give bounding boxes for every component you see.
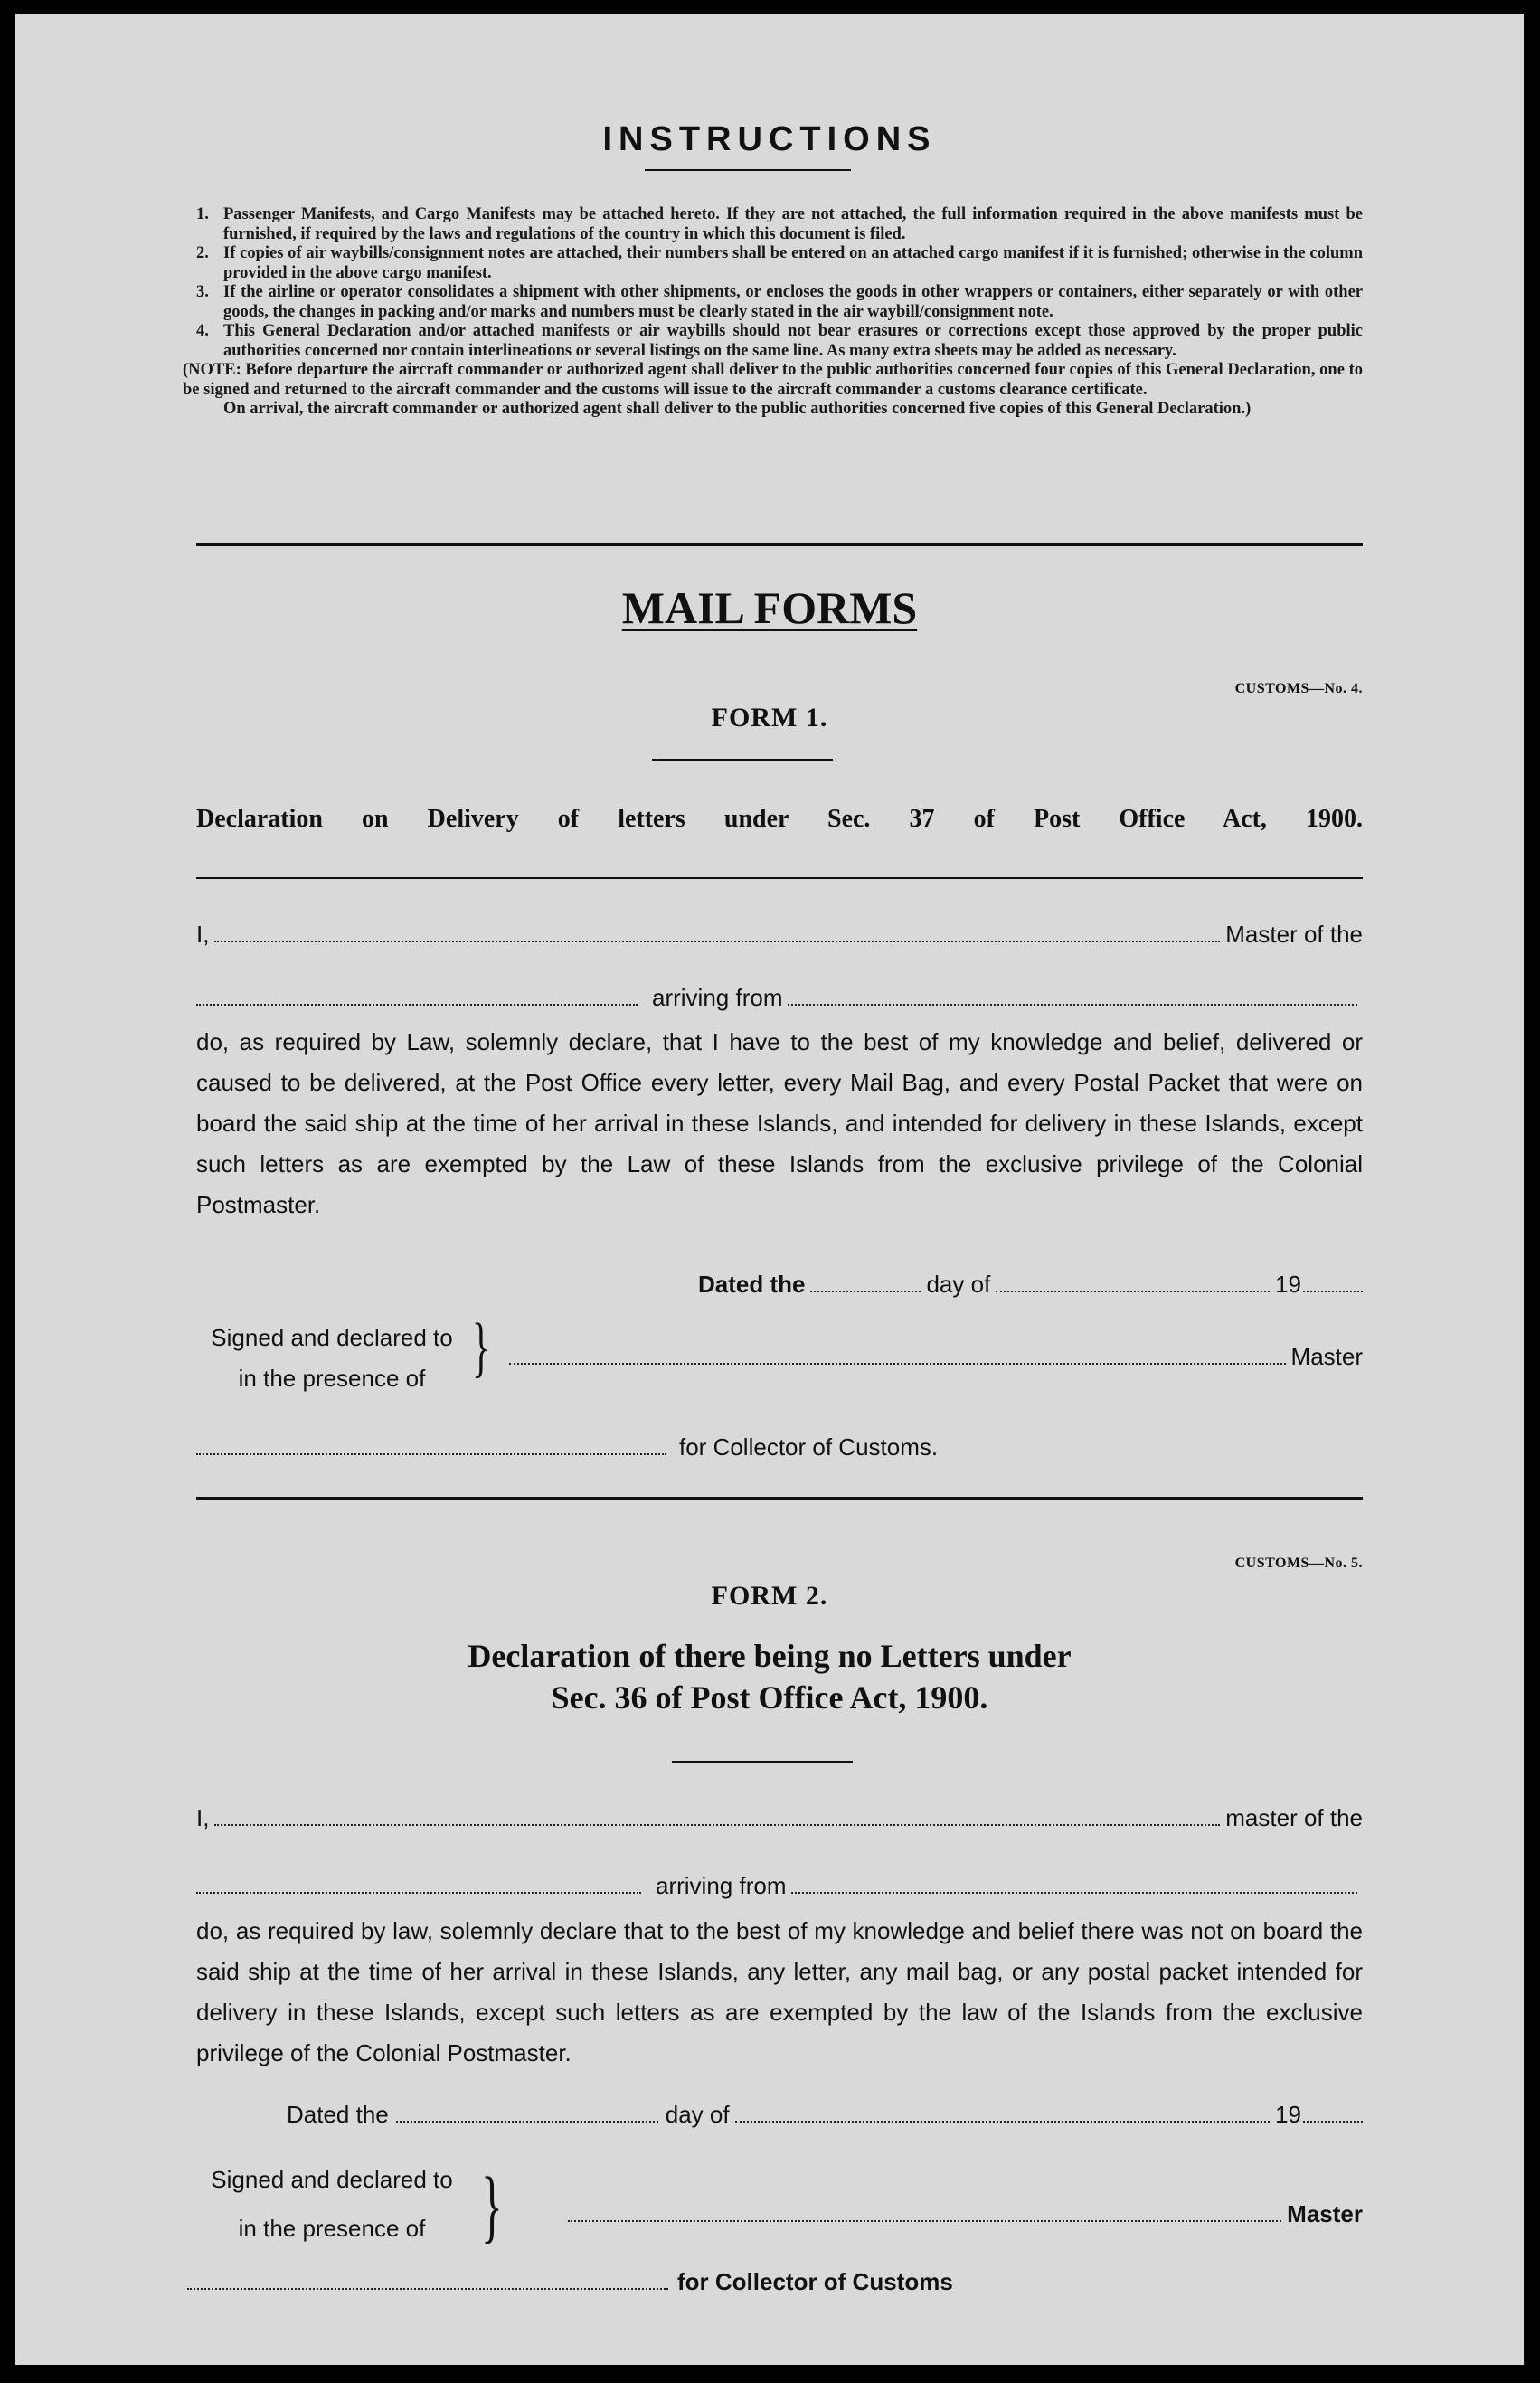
form2-year: 19: [1275, 2101, 1301, 2128]
form2-title: FORM 2.: [711, 1581, 828, 1611]
form1-year-field[interactable]: [1303, 1290, 1363, 1292]
form1-ship-line: [196, 984, 1363, 1012]
instructions-note-arrival: On arrival, the aircraft commander or authorized agent shall deliver to the public authorities concerned five copies of this General Declaration.): [223, 400, 1252, 418]
form1-year: 19: [1275, 1271, 1301, 1298]
document-page: [15, 14, 1524, 2365]
form1-arriving-from: arriving from: [652, 984, 783, 1011]
section-divider-middle: [196, 1497, 1363, 1500]
form1-title: FORM 1.: [711, 703, 828, 733]
form2-arriving-from: arriving from: [656, 1872, 787, 1899]
instructions-note-departure: (NOTE: Before departure the aircraft commander or authorized agent shall deliver to the public authorities concerned four copies of this General Declaration, one to be signed and returned to the aircraft commander and the customs will issue to the aircraft commander a customs clearance certificate.: [183, 361, 1363, 399]
form1-master-line: [504, 1343, 1363, 1371]
form1-i-label: I,: [196, 921, 210, 948]
form2-subtitle-line1: Declaration of there being no Letters under: [468, 1638, 1072, 1674]
form1-master-of-the: Master of the: [1225, 921, 1363, 948]
form2-name-field[interactable]: [214, 1823, 1220, 1826]
form1-month-field[interactable]: [996, 1290, 1270, 1292]
form1-body: do, as required by Law, solemnly declare, that I have to the best of my knowledge and belief, delivered or caused to be delivered, at the Post Office every letter, every Mail Bag, and every Postal Packet that were on board the said ship at the time of her arrival in these Islands, and intended for delivery in these Islands, except such letters as are exempted by the Law of these Islands from the exclusive privilege of the Colonial Postmaster.: [196, 1028, 1363, 1218]
form2-year-field[interactable]: [1303, 2120, 1363, 2123]
form1-signed-line2: in the presence of: [238, 1365, 426, 1392]
form1-dated-label: Dated the: [698, 1271, 806, 1298]
form2-collector-line: [187, 2268, 1001, 2296]
form2-ship-line: [196, 1872, 1363, 1900]
form1-collector-signature-field[interactable]: [196, 1452, 666, 1455]
section-divider-top: [196, 543, 1363, 546]
form1-collector-label: for Collector of Customs.: [679, 1433, 939, 1461]
instruction-item-1: 1. Passenger Manifests, and Cargo Manifests may be attached hereto. If they are not attached, the full information required in the above manifests must be furnished, if required by the laws and regulations of the country in which this document is filed.: [196, 205, 1363, 243]
form1-signed-line1: Signed and declared to: [211, 1324, 453, 1351]
form2-day-of: day of: [665, 2101, 730, 2128]
instruction-item-3: 3. If the airline or operator consolidates a shipment with other shipments, or encloses the goods in other wrappers or containers, either separately or with other goods, the changes in packing and/or marks and numbers must be clearly stated in the air waybill/consignment note.: [196, 283, 1363, 321]
form1-subtitle-rule: [196, 877, 1363, 879]
form2-subtitle-line2: Sec. 36 of Post Office Act, 1900.: [551, 1679, 988, 1716]
form1-name-field[interactable]: [214, 940, 1220, 942]
form1-declarant-line: [196, 921, 1363, 949]
form1-collector-line: [196, 1433, 1010, 1461]
form1-day-of: day of: [926, 1271, 991, 1298]
form1-signed-block: [196, 1318, 468, 1399]
instruction-item-4: 4. This General Declaration and/or attached manifests or air waybills should not bear erasures or corrections except those approved by the proper public authorities concerned nor contain interlineations or several listings on the same line. As many extra sheets may be added as necessary.: [196, 322, 1363, 360]
form2-master-of-the: master of the: [1225, 1804, 1363, 1831]
form2-subtitle-underline: [672, 1761, 853, 1763]
form1-brace: }: [472, 1310, 490, 1385]
instructions-list: [183, 205, 1363, 420]
form2-declarant-line: [196, 1804, 1363, 1832]
instruction-item-2: 2. If copies of air waybills/consignment notes are attached, their numbers shall be entered on an attached cargo manifest if it is furnished; otherwise in the column provided in the above cargo manifest.: [196, 244, 1363, 282]
form1-title-underline: [652, 759, 833, 761]
form2-date-field[interactable]: [396, 2120, 658, 2123]
form1-master-label: Master: [1290, 1343, 1363, 1370]
form1-ship-field[interactable]: [196, 1003, 638, 1006]
form2-dated-label: Dated the: [287, 2101, 389, 2128]
form2-collector-signature-field[interactable]: [187, 2287, 668, 2290]
form2-ship-field[interactable]: [196, 1891, 641, 1894]
form2-master-line: [562, 2200, 1363, 2228]
form1-subtitle: Declaration on Delivery of letters under Sec. 37 of Post Office Act, 1900.: [196, 805, 1363, 833]
form2-subtitle: [15, 1635, 1524, 1718]
form2-customs-ref: CUSTOMS—No. 5.: [1234, 1556, 1363, 1571]
form2-collector-label: for Collector of Customs: [677, 2268, 953, 2295]
form2-month-field[interactable]: [735, 2120, 1271, 2123]
form2-master-signature-field[interactable]: [568, 2219, 1281, 2222]
mail-forms-title: MAIL FORMS: [621, 582, 918, 633]
form2-signed-line1: Signed and declared to: [211, 2166, 453, 2193]
form2-body: do, as required by law, solemnly declare that to the best of my knowledge and belief there was not on board the said ship at the time of her arrival in these Islands, any letter, any mail bag, or any postal packet intended for delivery in these Islands, except such letters as are exempted by the law of the Islands from the exclusive privilege of the Colonial Postmaster.: [196, 1917, 1363, 2066]
form2-signed-line2: in the presence of: [238, 2215, 426, 2242]
instructions-title-underline: [645, 169, 851, 171]
form1-date-field[interactable]: [810, 1290, 921, 1292]
form2-signed-block: [196, 2155, 468, 2253]
form2-dated-line: [287, 2101, 1363, 2129]
form2-i-label: I,: [196, 1804, 210, 1831]
form1-origin-field[interactable]: [788, 1003, 1357, 1006]
form1-customs-ref: CUSTOMS—No. 4.: [1234, 681, 1363, 696]
form1-dated-line: [698, 1271, 1363, 1299]
form1-master-signature-field[interactable]: [509, 1362, 1286, 1365]
instructions-title: INSTRUCTIONS: [602, 120, 937, 158]
form2-master-label: Master: [1287, 2200, 1363, 2227]
form2-origin-field[interactable]: [791, 1891, 1357, 1894]
form2-brace: }: [481, 2161, 503, 2251]
